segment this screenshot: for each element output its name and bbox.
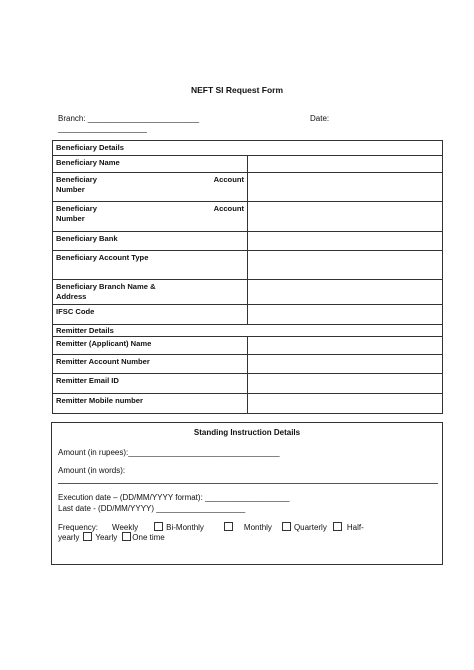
row-label-beneficiary-account-type: Beneficiary Account Type (53, 251, 248, 280)
checkbox-halfyearly[interactable] (83, 532, 92, 541)
frequency-row-2 (58, 532, 165, 542)
row-label-ifsc-code: IFSC Code (53, 305, 248, 325)
frequency-label: Frequency: (58, 523, 99, 532)
option-yearly-label: Yearly (95, 533, 118, 542)
row-input-remitter-email[interactable] (248, 374, 443, 394)
branch-label: Branch: _________________________ (58, 114, 200, 123)
option-quarterly-label: Quarterly (293, 523, 327, 532)
details-table (52, 140, 443, 414)
row-label-beneficiary-branch (53, 280, 248, 305)
row-label-beneficiary-bank: Beneficiary Bank (53, 232, 248, 251)
checkbox-yearly[interactable] (122, 532, 131, 541)
amount-rupees-field[interactable]: Amount (in rupees):__________________________________ (58, 448, 280, 457)
amount-words-line[interactable] (58, 483, 438, 484)
standing-instruction-box (51, 422, 443, 565)
option-half-label: Half- (346, 523, 364, 532)
row-label-beneficiary-name: Beneficiary Name (53, 156, 248, 173)
label-part: Address (56, 292, 87, 301)
form-title: NEFT SI Request Form (190, 85, 284, 95)
option-weekly-label: Weekly (112, 523, 139, 532)
row-input-remitter-account-number[interactable] (248, 355, 443, 374)
label-part: Beneficiary (56, 204, 97, 213)
si-title: Standing Instruction Details (193, 428, 301, 437)
row-label-remitter-account-number: Remitter Account Number (53, 355, 248, 374)
execution-date-field[interactable]: Execution date – (DD/MM/YYYY format): ___________________ (58, 493, 290, 502)
section-header-beneficiary: Beneficiary Details (53, 141, 443, 156)
amount-words-label: Amount (in words): (58, 466, 126, 475)
row-input-beneficiary-account-number-confirm[interactable] (248, 202, 443, 232)
row-input-beneficiary-branch[interactable] (248, 280, 443, 305)
label-part: Account (213, 204, 244, 213)
checkbox-quarterly[interactable] (333, 522, 342, 531)
label-part: Number (56, 214, 85, 223)
checkbox-weekly[interactable] (154, 522, 163, 531)
frequency-row (58, 522, 364, 532)
section-header-remitter: Remitter Details (53, 325, 443, 337)
row-label-remitter-mobile: Remitter Mobile number (53, 394, 248, 414)
checkbox-monthly[interactable] (282, 522, 291, 531)
label-part: Account (213, 175, 244, 184)
row-label-remitter-email: Remitter Email ID (53, 374, 248, 394)
row-label-beneficiary-account-number (53, 173, 248, 202)
label-part: Number (56, 185, 85, 194)
row-input-beneficiary-account-type[interactable] (248, 251, 443, 280)
date-label: Date: (310, 114, 330, 123)
label-part: Beneficiary (56, 175, 97, 184)
last-date-field[interactable]: Last date - (DD/MM/YYYY) ____________________ (58, 504, 246, 513)
option-halfyearly-cont-label: yearly (58, 533, 80, 542)
row-input-ifsc-code[interactable] (248, 305, 443, 325)
option-monthly-label: Monthly (243, 523, 272, 532)
row-input-beneficiary-name[interactable] (248, 156, 443, 173)
row-input-remitter-name[interactable] (248, 337, 443, 355)
row-input-beneficiary-bank[interactable] (248, 232, 443, 251)
row-label-remitter-name: Remitter (Applicant) Name (53, 337, 248, 355)
option-bimonthly-label: Bi-Monthly (166, 523, 204, 532)
date-line: ____________________ (58, 124, 147, 133)
label-part: Beneficiary Branch Name & (56, 282, 156, 291)
row-label-beneficiary-account-number-confirm (53, 202, 248, 232)
checkbox-bimonthly[interactable] (224, 522, 233, 531)
option-onetime-label: One time (132, 533, 165, 542)
row-input-beneficiary-account-number[interactable] (248, 173, 443, 202)
row-input-remitter-mobile[interactable] (248, 394, 443, 414)
